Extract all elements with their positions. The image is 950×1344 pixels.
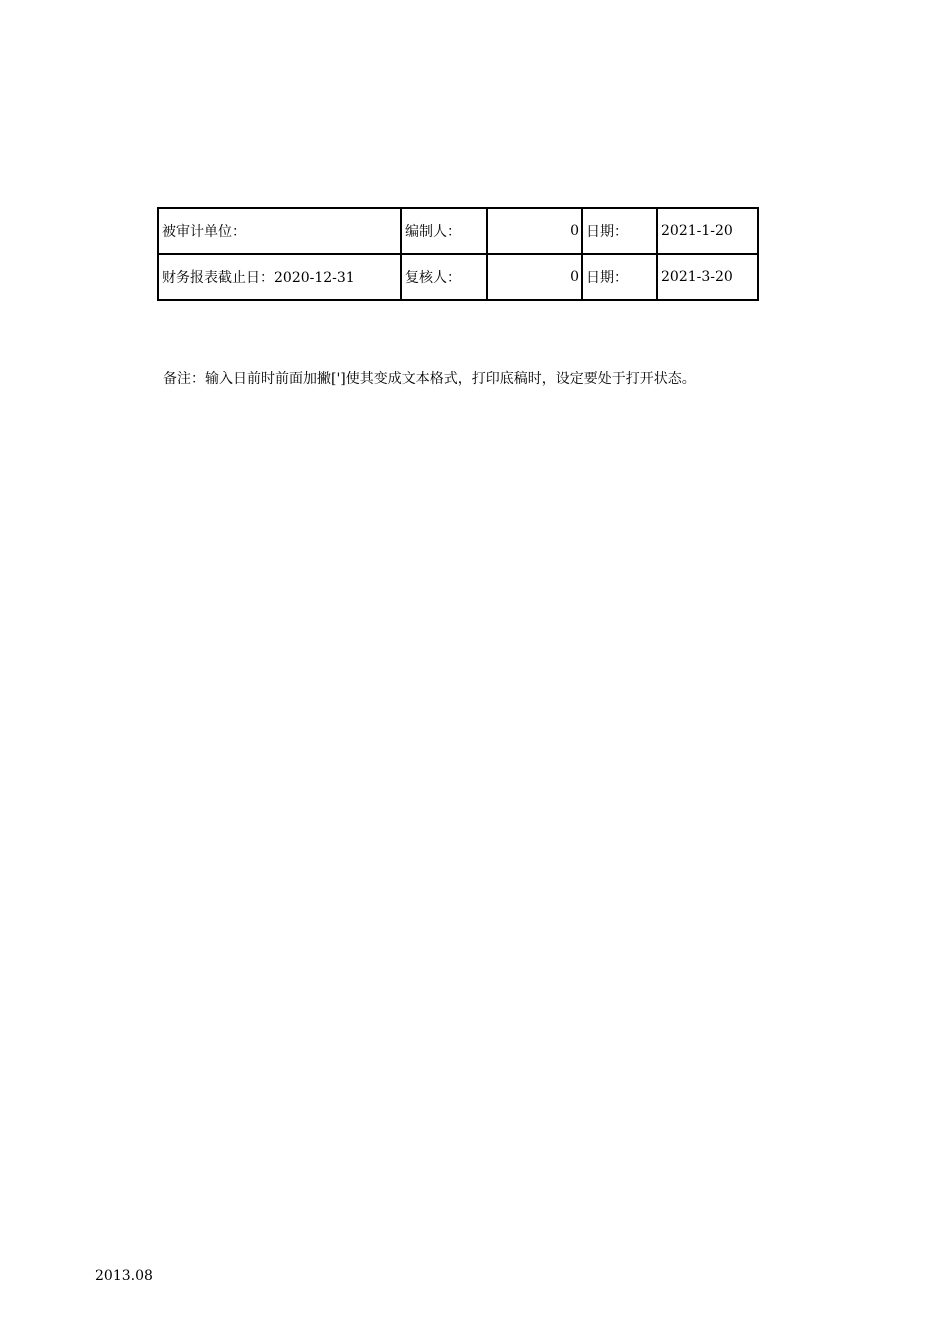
date-label-cell: 日期：	[582, 254, 657, 300]
table-row	[158, 208, 758, 254]
preparer-value-cell: 0	[487, 208, 582, 254]
reviewer-value-cell: 0	[487, 254, 582, 300]
date-label-cell: 日期：	[582, 208, 657, 254]
date-value-cell: 2021-3-20	[657, 254, 758, 300]
preparer-label-cell: 编制人：	[401, 208, 487, 254]
date-value-cell: 2021-1-20	[657, 208, 758, 254]
reviewer-label-cell: 复核人：	[401, 254, 487, 300]
audited-unit-cell: 被审计单位：	[158, 208, 401, 254]
sign-off-table	[157, 207, 759, 301]
footer-version-code: 2013.08	[95, 1268, 153, 1284]
report-cutoff-cell: 财务报表截止日：2020-12-31	[158, 254, 401, 300]
remark-note: 备注：输入日前时前面加撇[']使其变成文本格式，打印底稿时，设定要处于打开状态。	[163, 371, 696, 387]
table-row	[158, 254, 758, 300]
